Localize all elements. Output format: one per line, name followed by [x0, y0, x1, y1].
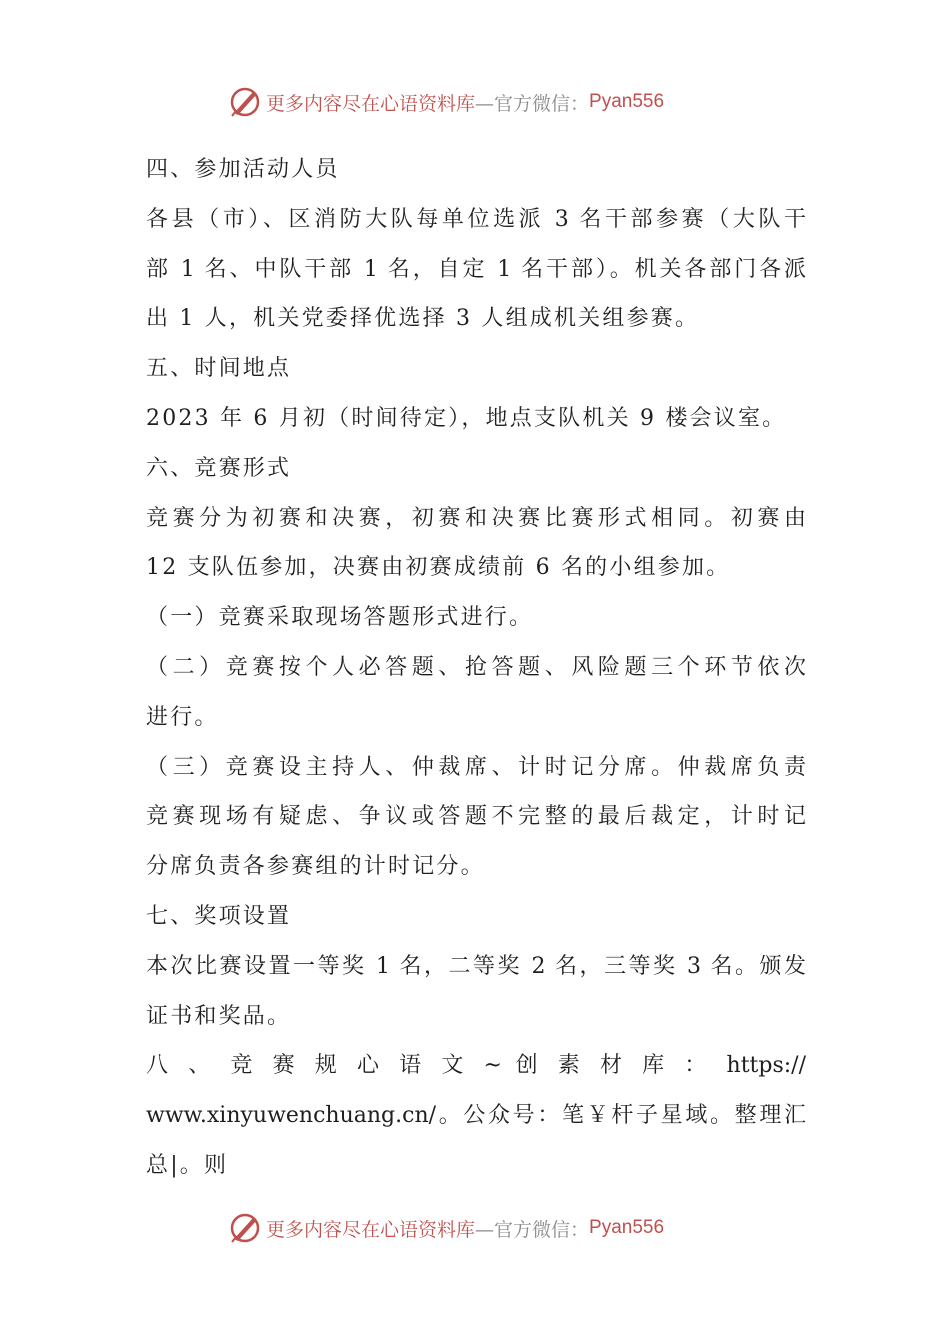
paragraph-line: 部 1 名、中队干部 1 名，自定 1 名干部）。机关各部门各派 — [146, 256, 806, 282]
section-heading-format: 六、竞赛形式 — [146, 455, 292, 481]
paragraph-line: 竞赛分为初赛和决赛，初赛和决赛比赛形式相同。初赛由 — [146, 505, 806, 531]
header-banner-main-text: 更多内容尽在心语资料库 — [266, 92, 476, 115]
list-item: （一）竞赛采取现场答题形式进行。 — [146, 605, 534, 631]
footer-banner-sub-text: —官方微信： — [475, 1218, 590, 1241]
paragraph-line: 各县（市）、区消防大队每单位选派 3 名干部参赛（大队干 — [146, 206, 806, 232]
document-body — [146, 145, 806, 1191]
paragraph-line: 进行。 — [146, 704, 219, 730]
header-banner-wechat-id: Pyan556 — [589, 91, 665, 112]
paragraph-line: 本次比赛设置一等奖 1 名，二等奖 2 名，三等奖 3 名。颁发 — [146, 953, 806, 979]
quill-logo-icon — [228, 85, 262, 119]
footer-watermark-banner — [228, 1208, 728, 1248]
section-heading-eight: 八 、 竞 赛 规 心 语 文 ~ 创 素 材 库 ： https:// — [146, 1053, 806, 1079]
paragraph-line: 12 支队伍参加，决赛由初赛成绩前 6 名的小组参加。 — [146, 555, 731, 581]
footer-banner-wechat-id: Pyan556 — [589, 1217, 665, 1238]
paragraph-line: 竞赛现场有疑虑、争议或答题不完整的最后裁定，计时记 — [146, 804, 806, 830]
paragraph-line: 2023 年 6 月初（时间待定），地点支队机关 9 楼会议室。 — [146, 405, 787, 431]
paragraph-line: 证书和奖品。 — [146, 1003, 292, 1029]
list-item: （三）竞赛设主持人、仲裁席、计时记分席。仲裁席负责 — [146, 754, 806, 780]
paragraph-line: 出 1 人，机关党委择优选择 3 人组成机关组参赛。 — [146, 306, 700, 332]
paragraph-line: 分席负责各参赛组的计时记分。 — [146, 854, 485, 880]
list-item: （二）竞赛按个人必答题、抢答题、风险题三个环节依次 — [146, 654, 806, 680]
quill-logo-icon — [228, 1211, 262, 1245]
section-heading-awards: 七、奖项设置 — [146, 903, 292, 929]
footer-banner-main-text: 更多内容尽在心语资料库 — [266, 1218, 476, 1241]
paragraph-line: www.xinyuwenchuang.cn/。公众号：笔￥杆子星域。整理汇 — [146, 1103, 806, 1129]
section-heading-participants: 四、参加活动人员 — [146, 157, 340, 182]
paragraph-line: 总|。则 — [146, 1152, 229, 1178]
header-banner-sub-text: —官方微信： — [475, 92, 590, 115]
section-heading-time-place: 五、时间地点 — [146, 356, 292, 382]
header-watermark-banner — [228, 82, 728, 122]
